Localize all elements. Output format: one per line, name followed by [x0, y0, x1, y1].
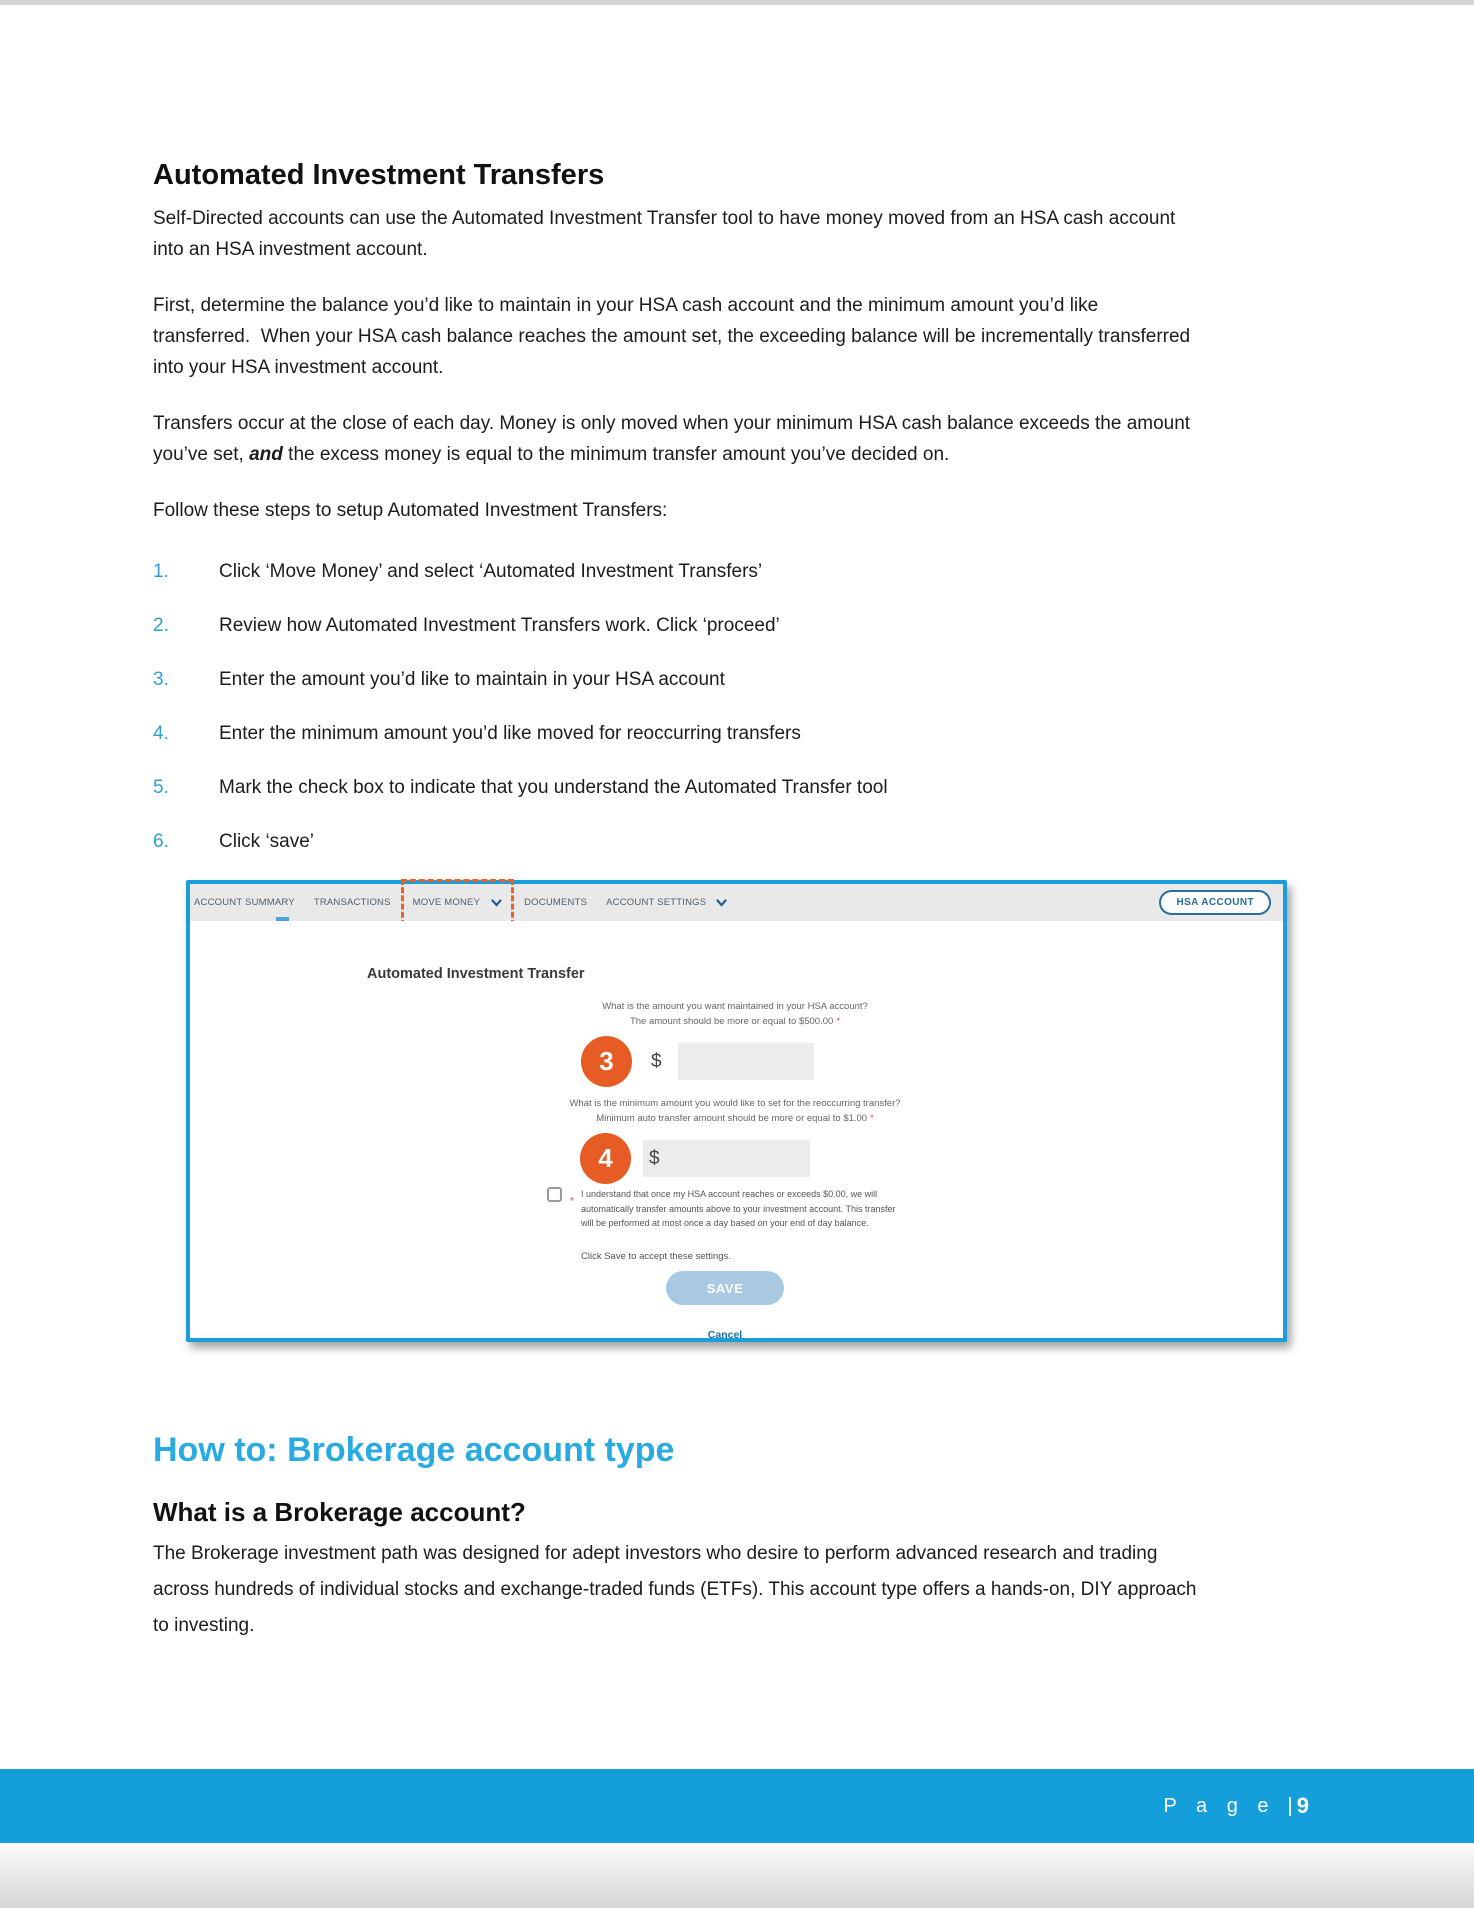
- agreement-text: I understand that once my HSA account reaches or exceeds $0.00, we will automatically transfer amounts above to your investment account. This transfer will be performed at most once a day based on your end of day balance.: [581, 1189, 896, 1228]
- footer-separator: |: [1287, 1794, 1293, 1817]
- app-nav-bar: [190, 884, 1283, 921]
- article: [153, 158, 1254, 1644]
- nav-item-documents[interactable]: DOCUMENTS: [524, 897, 588, 908]
- minimum-transfer-row: [580, 1133, 810, 1184]
- chevron-down-icon: [716, 899, 727, 907]
- app-content: [190, 921, 1283, 1341]
- nav-item-account-summary[interactable]: ACCOUNT SUMMARY: [194, 897, 295, 908]
- step-item: [153, 718, 1198, 749]
- dollar-sign: $: [649, 1148, 660, 1169]
- dollar-sign: $: [651, 1051, 662, 1072]
- step-number: 6.: [153, 831, 169, 852]
- paragraph-text: the excess money is equal to the minimum transfer amount you’ve decided on.: [282, 444, 950, 465]
- step-number: 3.: [153, 669, 169, 690]
- embedded-screenshot: [186, 880, 1287, 1342]
- question-2-line2-text: Minimum auto transfer amount should be more or equal to $1.00: [596, 1113, 868, 1124]
- question-2-line2: [420, 1111, 1050, 1126]
- question-1-line2: [420, 1014, 1050, 1029]
- step-number: 5.: [153, 777, 169, 798]
- decorative-dash: [276, 917, 289, 921]
- paragraph: First, determine the balance you’d like to maintain in your HSA cash account and the minimum amount you’d like transferred. When your HSA cash balance reaches the amount set, the exceeding balance will be incrementally transferred into your HSA investment account.: [153, 295, 1196, 378]
- save-button[interactable]: SAVE: [666, 1271, 784, 1305]
- top-border-strip: [0, 0, 1474, 5]
- required-asterisk: *: [870, 1113, 874, 1124]
- step-text: Enter the amount you’d like to maintain in your HSA account: [219, 669, 725, 690]
- minimum-transfer-input[interactable]: [660, 1151, 810, 1167]
- step-item: [153, 826, 1198, 857]
- brokerage-subtitle: What is a Brokerage account?: [153, 1497, 526, 1527]
- footer-page-label: P a g e: [1163, 1794, 1276, 1817]
- maintained-amount-input[interactable]: [678, 1043, 814, 1080]
- required-asterisk: *: [836, 1016, 841, 1027]
- step-text: Click ‘save’: [219, 831, 315, 852]
- form-title: Automated Investment Transfer: [367, 966, 585, 982]
- maintained-amount-row: [581, 1036, 814, 1087]
- paragraph: Self-Directed accounts can use the Automated Investment Transfer tool to have money moved from an HSA cash account into an HSA investment account.: [153, 208, 1181, 260]
- hsa-account-button[interactable]: HSA ACCOUNT: [1159, 890, 1271, 915]
- minimum-transfer-field: [643, 1140, 810, 1177]
- question-1: [420, 999, 1050, 1029]
- step-item: [153, 772, 1198, 803]
- step-number: 4.: [153, 723, 169, 744]
- step-text: Review how Automated Investment Transfers work. Click ‘proceed’: [219, 615, 780, 636]
- question-2-line1: What is the minimum amount you would like to set for the reoccurring transfer?: [569, 1098, 901, 1109]
- howto-section-title: How to: Brokerage account type: [153, 1431, 675, 1469]
- footer-page-number: 9: [1296, 1793, 1309, 1818]
- steps-list: [153, 556, 1198, 857]
- paragraph: [153, 408, 1198, 470]
- click-save-note: Click Save to accept these settings.: [581, 1251, 731, 1262]
- step-number: 2.: [153, 615, 169, 636]
- cancel-link[interactable]: Cancel: [707, 1329, 743, 1341]
- chevron-down-icon: [491, 899, 502, 907]
- nav-item-account-settings[interactable]: ACCOUNT SETTINGS: [606, 897, 707, 908]
- question-2: [420, 1096, 1050, 1126]
- footer-bar: [0, 1769, 1474, 1843]
- step-item: [153, 556, 1198, 587]
- understand-checkbox[interactable]: [547, 1187, 562, 1202]
- question-1-line1: What is the amount you want maintained in your HSA account?: [602, 1001, 868, 1012]
- step-item: [153, 664, 1198, 695]
- paragraph: The Brokerage investment path was designed for adept investors who desire to perform advanced research and trading across hundreds of individual stocks and exchange-traded funds (ETFs). This account type offers a hands-on, DIY approach to investing.: [153, 1543, 1202, 1636]
- steps-intro: Follow these steps to setup Automated Investment Transfers:: [153, 500, 668, 521]
- section-title: Automated Investment Transfers: [153, 159, 605, 191]
- paragraph-text: Transfers occur at the close of each day. Money is only moved when your minimum HSA cash balance exceeds the amount you’ve set,: [153, 413, 1196, 465]
- step-3-badge: 3: [581, 1036, 632, 1087]
- maintained-amount-field: [678, 1043, 814, 1080]
- nav-item-transactions[interactable]: TRANSACTIONS: [313, 897, 391, 908]
- move-money-highlight-box: [401, 879, 514, 926]
- nav-item-move-money[interactable]: MOVE MONEY: [412, 897, 481, 908]
- step-text: Mark the check box to indicate that you understand the Automated Transfer tool: [219, 777, 888, 798]
- footer-gradient-strip: [0, 1843, 1474, 1908]
- question-1-line2-text: The amount should be more or equal to $500.00: [629, 1016, 834, 1027]
- required-asterisk: *: [570, 1196, 574, 1207]
- step-text: Click ‘Move Money’ and select ‘Automated Investment Transfers’: [219, 561, 763, 582]
- step-item: [153, 610, 1198, 641]
- emphasized-word: and: [249, 444, 283, 465]
- step-number: 1.: [153, 561, 169, 582]
- step-text: Enter the minimum amount you’d like moved for reoccurring transfers: [219, 723, 801, 744]
- step-4-badge: 4: [580, 1133, 631, 1184]
